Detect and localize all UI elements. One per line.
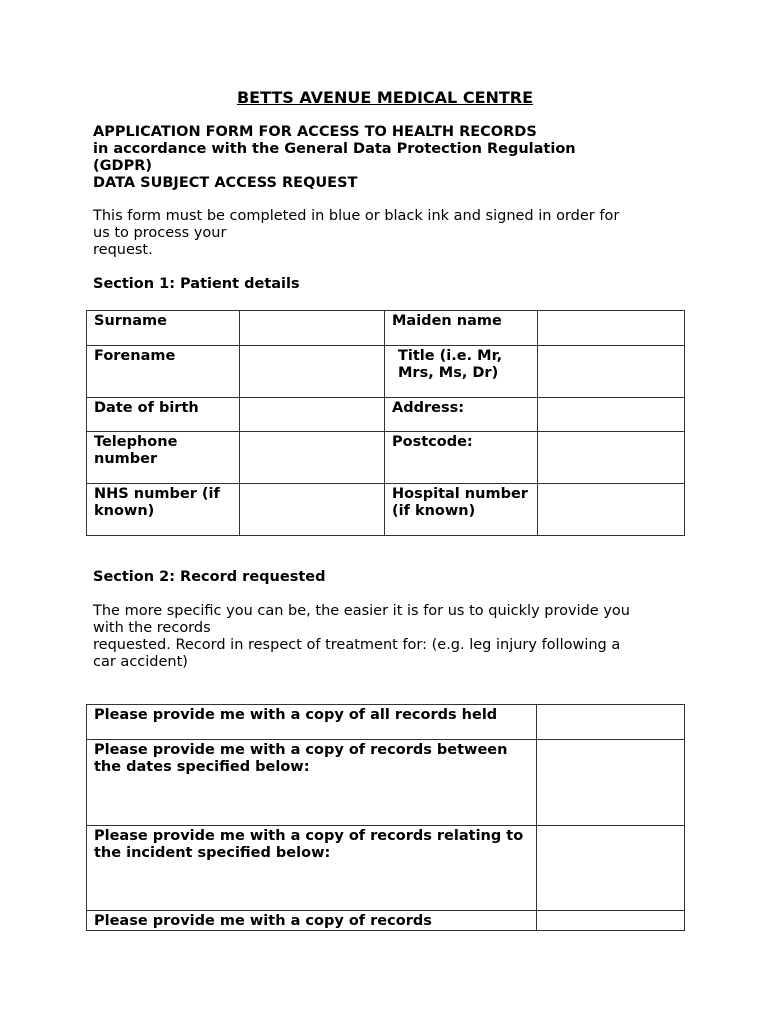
nhs-number-field[interactable] (240, 484, 385, 536)
forename-label: Forename (87, 346, 240, 398)
telephone-field[interactable] (240, 432, 385, 484)
table-row (87, 311, 685, 346)
instructions-line-1: This form must be completed in blue or black ink and signed in order for (93, 208, 620, 224)
date-of-birth-field[interactable] (240, 398, 385, 432)
table-row (87, 432, 685, 484)
intro-line-1: The more specific you can be, the easier it is for us to quickly provide you (93, 603, 630, 619)
instructions-line-3: request. (93, 242, 153, 258)
heading-line-2: in accordance with the General Data Protection Regulation (93, 141, 576, 157)
maiden-name-label: Maiden name (385, 311, 538, 346)
intro-line-4: car accident) (93, 654, 188, 670)
table-row (87, 911, 685, 931)
section2-title: Section 2: Record requested (93, 569, 326, 585)
heading-line-1: APPLICATION FORM FOR ACCESS TO HEALTH RECORDS (93, 124, 537, 140)
address-field[interactable] (538, 398, 685, 432)
section1-title: Section 1: Patient details (93, 276, 300, 292)
intro-line-2: with the records (93, 620, 211, 636)
table-row (87, 826, 685, 911)
maiden-name-field[interactable] (538, 311, 685, 346)
telephone-label: Telephone number (87, 432, 240, 484)
section2-intro (93, 603, 683, 671)
postcode-label: Postcode: (385, 432, 538, 484)
title-label: Title (i.e. Mr, Mrs, Ms, Dr) (385, 346, 538, 398)
instructions (93, 208, 683, 259)
option-date-range-box[interactable] (537, 740, 685, 826)
intro-line-3: requested. Record in respect of treatment for: (e.g. leg injury following a (93, 637, 621, 653)
option-all-records-label: Please provide me with a copy of all records held (87, 705, 537, 740)
table-row (87, 346, 685, 398)
date-of-birth-label: Date of birth (87, 398, 240, 432)
surname-field[interactable] (240, 311, 385, 346)
option-all-records-box[interactable] (537, 705, 685, 740)
patient-details-table (86, 310, 685, 536)
option-incident-label: Please provide me with a copy of records relating to the incident specified below: (87, 826, 537, 911)
postcode-field[interactable] (538, 432, 685, 484)
table-row (87, 705, 685, 740)
option-other-box[interactable] (537, 911, 685, 931)
surname-label: Surname (87, 311, 240, 346)
heading-line-3: (GDPR) (93, 158, 152, 174)
option-incident-box[interactable] (537, 826, 685, 911)
instructions-line-2: us to process your (93, 225, 227, 241)
practice-name: BETTS AVENUE MEDICAL CENTRE (236, 88, 534, 107)
heading-line-4: DATA SUBJECT ACCESS REQUEST (93, 175, 358, 191)
nhs-number-label: NHS number (if known) (87, 484, 240, 536)
table-row (87, 484, 685, 536)
hospital-number-label: Hospital number (if known) (385, 484, 538, 536)
hospital-number-field[interactable] (538, 484, 685, 536)
forename-field[interactable] (240, 346, 385, 398)
option-other-label: Please provide me with a copy of records (87, 911, 537, 931)
address-label: Address: (385, 398, 538, 432)
record-request-table (86, 704, 685, 931)
title-field[interactable] (538, 346, 685, 398)
option-date-range-label: Please provide me with a copy of records between the dates specified below: (87, 740, 537, 826)
form-heading (93, 124, 693, 192)
table-row (87, 740, 685, 826)
table-row (87, 398, 685, 432)
